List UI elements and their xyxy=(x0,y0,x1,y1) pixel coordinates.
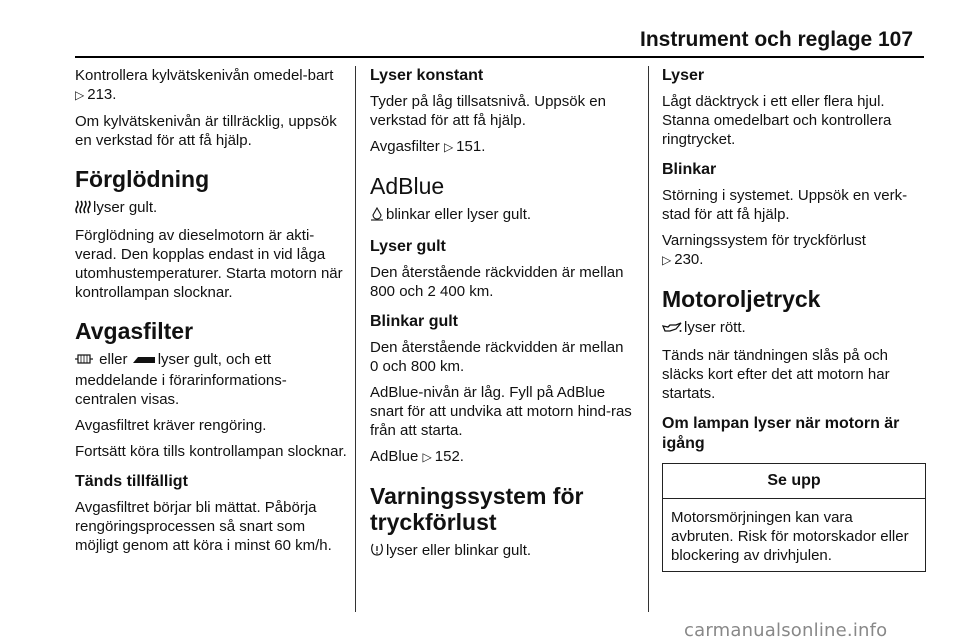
status-text: lyser gult. xyxy=(93,199,158,216)
page-number: 107 xyxy=(878,28,914,51)
oil-can-icon xyxy=(662,320,682,339)
status-text: lyser eller blinkar gult. xyxy=(386,542,532,559)
heading-motoroljetryck: Motoroljetryck xyxy=(662,286,821,312)
heading-blinkar: Blinkar xyxy=(662,161,717,178)
heading-lyser-gult: Lyser gult xyxy=(370,238,446,255)
column-divider-2 xyxy=(648,66,649,612)
paragraph xyxy=(75,198,347,219)
column-2 xyxy=(370,66,635,569)
page-ref-label: Varningssystem för tryckförlust xyxy=(662,232,866,249)
paragraph: Störning i systemet. Uppsök en verk-stad för att få hjälp. xyxy=(662,187,908,223)
heading-avgasfilter: Avgasfilter xyxy=(75,318,194,344)
page-ref: 151. xyxy=(456,138,486,155)
page-ref-label: Avgasfilter xyxy=(370,138,440,155)
paragraph: Förglödning av dieselmotorn är akti-verad. Den kopplas endast in vid låga utomhustemperaturer. Starta motorn när kontrollampan slocknar. xyxy=(75,227,343,301)
page-ref-arrow-icon: ▷ xyxy=(443,140,454,154)
heading-varningssystem: Varningssystem för tryckförlust xyxy=(370,483,584,535)
column-divider-1 xyxy=(355,66,356,612)
tire-pressure-icon xyxy=(370,543,384,562)
watermark: carmanualsonline.info xyxy=(684,620,888,641)
adblue-icon xyxy=(370,207,384,226)
paragraph: Om kylvätskenivån är tillräcklig, uppsök en verkstad för att få hjälp. xyxy=(75,113,337,149)
page-ref-arrow-icon: ▷ xyxy=(422,450,432,464)
paragraph xyxy=(370,541,635,562)
status-text: blinkar eller lyser gult. xyxy=(386,206,532,223)
paragraph: AdBlue-nivån är låg. Fyll på AdBlue snart för att undvika att motorn hind-ras från att starta. xyxy=(370,384,632,439)
paragraph: Den återstående räckvidden är mellan 0 och 800 km. xyxy=(370,339,624,375)
page-ref-label: AdBlue xyxy=(370,448,419,465)
or-text: eller xyxy=(99,351,128,368)
status-text: lyser rött. xyxy=(684,319,746,336)
glow-plug-icon xyxy=(75,200,91,219)
paragraph xyxy=(370,137,635,157)
paragraph xyxy=(75,66,347,105)
paragraph xyxy=(662,231,927,270)
column-3 xyxy=(662,66,927,572)
paragraph xyxy=(662,318,927,339)
paragraph: Lågt däcktryck i ett eller flera hjul. Stanna omedelbart och kontrollera ringtrycket. xyxy=(662,93,892,148)
caution-box xyxy=(662,463,926,572)
heading-lyser: Lyser xyxy=(662,67,705,84)
page-header xyxy=(0,0,960,56)
page-ref: 230. xyxy=(674,251,704,268)
paragraph: Den återstående räckvidden är mellan 800 och 2 400 km. xyxy=(370,264,624,300)
heading-adblue: AdBlue xyxy=(370,173,445,199)
heading-om-lampan: Om lampan lyser när motorn är igång xyxy=(662,415,900,452)
header-title: Instrument och reglage xyxy=(640,28,873,51)
page-ref: 213. xyxy=(87,86,117,103)
caution-title: Se upp xyxy=(663,464,925,499)
paragraph: Fortsätt köra tills kontrollampan slocknar. xyxy=(75,443,347,460)
heading-tands-tillfalligt: Tänds tillfälligt xyxy=(75,473,188,490)
page-ref: 152. xyxy=(434,448,464,465)
page-ref-arrow-icon: ▷ xyxy=(75,88,85,102)
paragraph: Avgasfiltret börjar bli mättat. Påbörja rengöringsprocessen så snart som möjligt genom att köra i minst 60 km/h. xyxy=(75,499,332,554)
exhaust-filter-icon xyxy=(75,352,93,371)
caution-text: Motorsmörjningen kan vara avbruten. Risk för motorskador eller blockering av drivhjulen. xyxy=(671,509,909,564)
paragraph xyxy=(370,447,635,467)
paragraph xyxy=(370,205,635,226)
paragraph: Tyder på låg tillsatsnivå. Uppsök en verkstad för att få hjälp. xyxy=(370,93,606,129)
paragraph: Avgasfiltret kräver rengöring. xyxy=(75,417,267,434)
status-text: lyser gult, och ett meddelande i förarinformations-centralen visas. xyxy=(75,351,287,408)
heading-lyser-konstant: Lyser konstant xyxy=(370,67,484,84)
paragraph-text: Kontrollera kylvätskenivån omedel-bart xyxy=(75,67,334,84)
paragraph: Tänds när tändningen slås på och släcks kort efter det att motorn har startats. xyxy=(662,347,890,402)
filter-road-icon xyxy=(132,352,156,371)
header-rule xyxy=(75,56,924,58)
heading-forglodning: Förglödning xyxy=(75,166,210,192)
paragraph xyxy=(75,350,347,409)
column-1 xyxy=(75,66,347,562)
page-ref-arrow-icon: ▷ xyxy=(662,253,672,267)
heading-blinkar-gult: Blinkar gult xyxy=(370,313,459,330)
